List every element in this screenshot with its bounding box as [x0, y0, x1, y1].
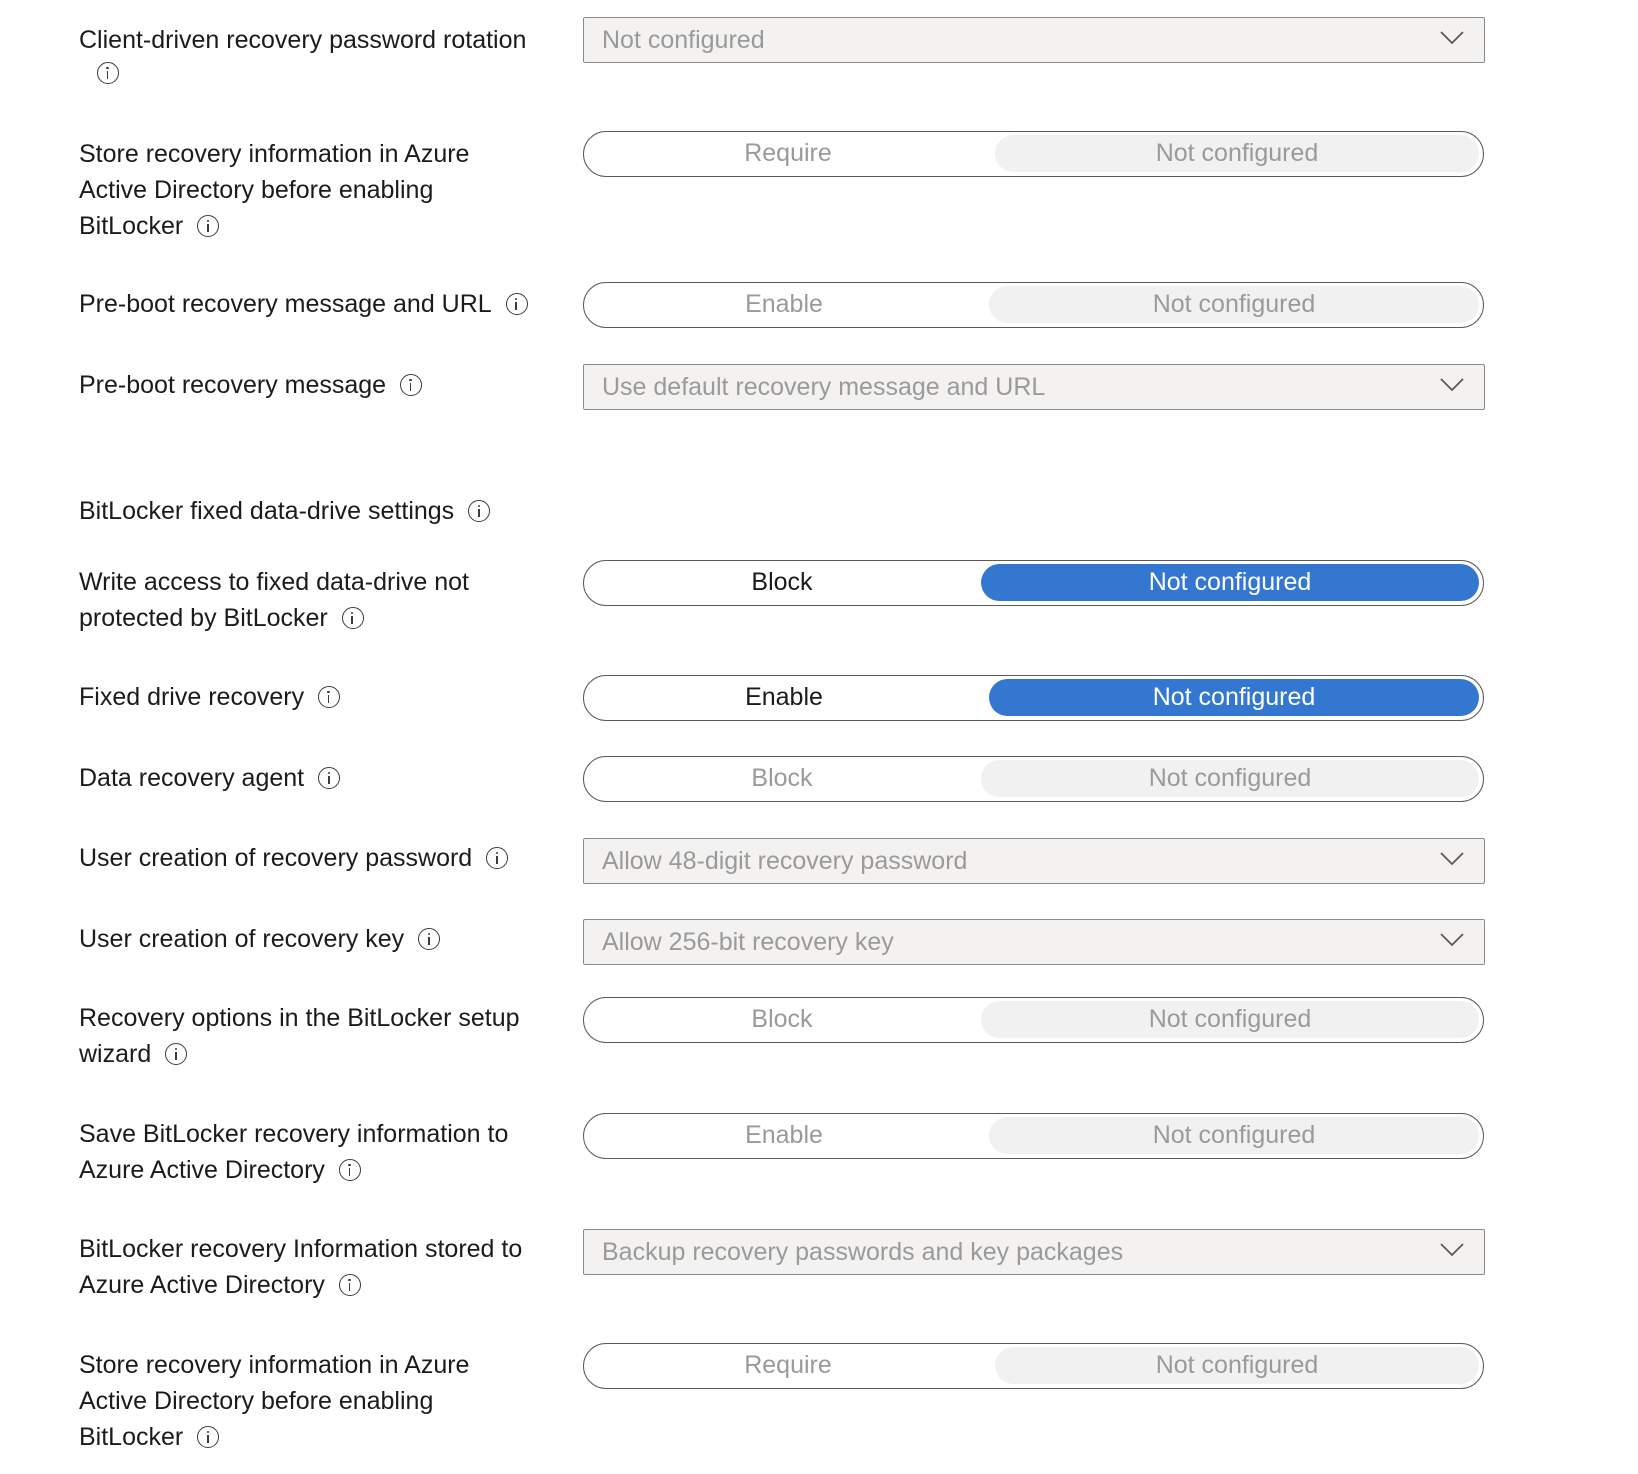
section-heading	[79, 493, 559, 529]
setting-label	[79, 679, 559, 715]
chevron-down-icon	[1440, 31, 1464, 45]
label-line: BitLocker recovery Information stored to	[79, 1235, 523, 1263]
info-icon[interactable]	[418, 928, 440, 950]
label-line: Save BitLocker recovery information to	[79, 1120, 509, 1148]
setting-label	[79, 921, 559, 957]
dropdown-value: Allow 256-bit recovery key	[602, 928, 894, 956]
label-line: Azure Active Directory	[79, 1271, 325, 1299]
write-access-toggle[interactable]	[583, 560, 1484, 606]
store-recovery-toggle[interactable]	[583, 1343, 1484, 1389]
info-icon[interactable]	[318, 686, 340, 708]
dropdown-value: Not configured	[602, 26, 765, 54]
store-recovery-toggle[interactable]	[583, 131, 1484, 177]
setting-label	[79, 1347, 559, 1455]
toggle-option-not-configured[interactable]: Not configured	[995, 1347, 1479, 1384]
label-line: Active Directory before enabling	[79, 1387, 434, 1415]
label-line: wizard	[79, 1040, 152, 1068]
label-text: Pre-boot recovery message and URL	[79, 290, 492, 318]
toggle-option-require[interactable]: Require	[744, 1351, 832, 1379]
setting-label	[79, 760, 559, 796]
setting-label	[79, 136, 559, 244]
recovery-options-wizard-toggle[interactable]	[583, 997, 1484, 1043]
label-line: BitLocker	[79, 1423, 184, 1451]
label-line: Active Directory before enabling	[79, 176, 434, 204]
info-icon[interactable]	[339, 1159, 361, 1181]
fixed-drive-recovery-toggle[interactable]	[583, 675, 1484, 721]
label-text: Data recovery agent	[79, 764, 305, 792]
chevron-down-icon	[1440, 852, 1464, 866]
dropdown-value: Use default recovery message and URL	[602, 373, 1046, 401]
label-text: Client-driven recovery password rotation	[79, 26, 527, 54]
user-recovery-key-dropdown[interactable]	[583, 919, 1485, 965]
chevron-down-icon	[1440, 378, 1464, 392]
toggle-option-block[interactable]: Block	[751, 764, 813, 792]
toggle-option-enable[interactable]: Enable	[745, 683, 823, 711]
toggle-option-not-configured[interactable]: Not configured	[989, 1117, 1479, 1154]
preboot-message-dropdown[interactable]	[583, 364, 1485, 410]
user-recovery-password-dropdown[interactable]	[583, 838, 1485, 884]
preboot-message-url-toggle[interactable]	[583, 282, 1484, 328]
chevron-down-icon	[1440, 933, 1464, 947]
setting-label	[79, 564, 559, 636]
setting-label	[79, 367, 559, 403]
toggle-option-block[interactable]: Block	[751, 568, 813, 596]
label-text: User creation of recovery password	[79, 844, 473, 872]
toggle-option-enable[interactable]: Enable	[745, 1121, 823, 1149]
info-icon[interactable]	[318, 767, 340, 789]
toggle-option-not-configured[interactable]: Not configured	[989, 286, 1479, 323]
label-line: Store recovery information in Azure	[79, 140, 470, 168]
info-icon[interactable]	[486, 847, 508, 869]
dropdown-value: Allow 48-digit recovery password	[602, 847, 968, 875]
toggle-option-not-configured[interactable]: Not configured	[981, 564, 1479, 601]
label-text: User creation of recovery key	[79, 925, 405, 953]
data-recovery-agent-toggle[interactable]	[583, 756, 1484, 802]
save-to-aad-toggle[interactable]	[583, 1113, 1484, 1159]
setting-label	[79, 1231, 559, 1303]
info-icon[interactable]	[468, 500, 490, 522]
info-icon[interactable]	[400, 374, 422, 396]
label-line: Recovery options in the BitLocker setup	[79, 1004, 520, 1032]
label-text: Pre-boot recovery message	[79, 371, 387, 399]
toggle-option-require[interactable]: Require	[744, 139, 832, 167]
label-line: Write access to fixed data-drive not	[79, 568, 469, 596]
toggle-option-not-configured[interactable]: Not configured	[981, 1001, 1479, 1038]
info-icon[interactable]	[97, 62, 119, 84]
info-stored-aad-dropdown[interactable]	[583, 1229, 1485, 1275]
info-icon[interactable]	[339, 1274, 361, 1296]
client-rotation-dropdown[interactable]	[583, 17, 1485, 63]
toggle-option-not-configured[interactable]: Not configured	[989, 679, 1479, 716]
label-text: Fixed drive recovery	[79, 683, 305, 711]
setting-label	[79, 22, 559, 84]
setting-label	[79, 1116, 559, 1188]
toggle-option-enable[interactable]: Enable	[745, 290, 823, 318]
chevron-down-icon	[1440, 1243, 1464, 1257]
dropdown-value: Backup recovery passwords and key packages	[602, 1238, 1124, 1266]
info-icon[interactable]	[197, 215, 219, 237]
setting-label	[79, 840, 559, 876]
section-heading-text: BitLocker fixed data-drive settings	[79, 497, 455, 525]
setting-label	[79, 1000, 559, 1072]
label-line: Store recovery information in Azure	[79, 1351, 470, 1379]
info-icon[interactable]	[506, 293, 528, 315]
toggle-option-not-configured[interactable]: Not configured	[995, 135, 1479, 172]
label-line: BitLocker	[79, 212, 184, 240]
info-icon[interactable]	[165, 1043, 187, 1065]
toggle-option-not-configured[interactable]: Not configured	[981, 760, 1479, 797]
info-icon[interactable]	[342, 607, 364, 629]
label-line: Azure Active Directory	[79, 1156, 325, 1184]
toggle-option-block[interactable]: Block	[751, 1005, 813, 1033]
setting-label	[79, 286, 559, 322]
label-line: protected by BitLocker	[79, 604, 328, 632]
info-icon[interactable]	[197, 1426, 219, 1448]
